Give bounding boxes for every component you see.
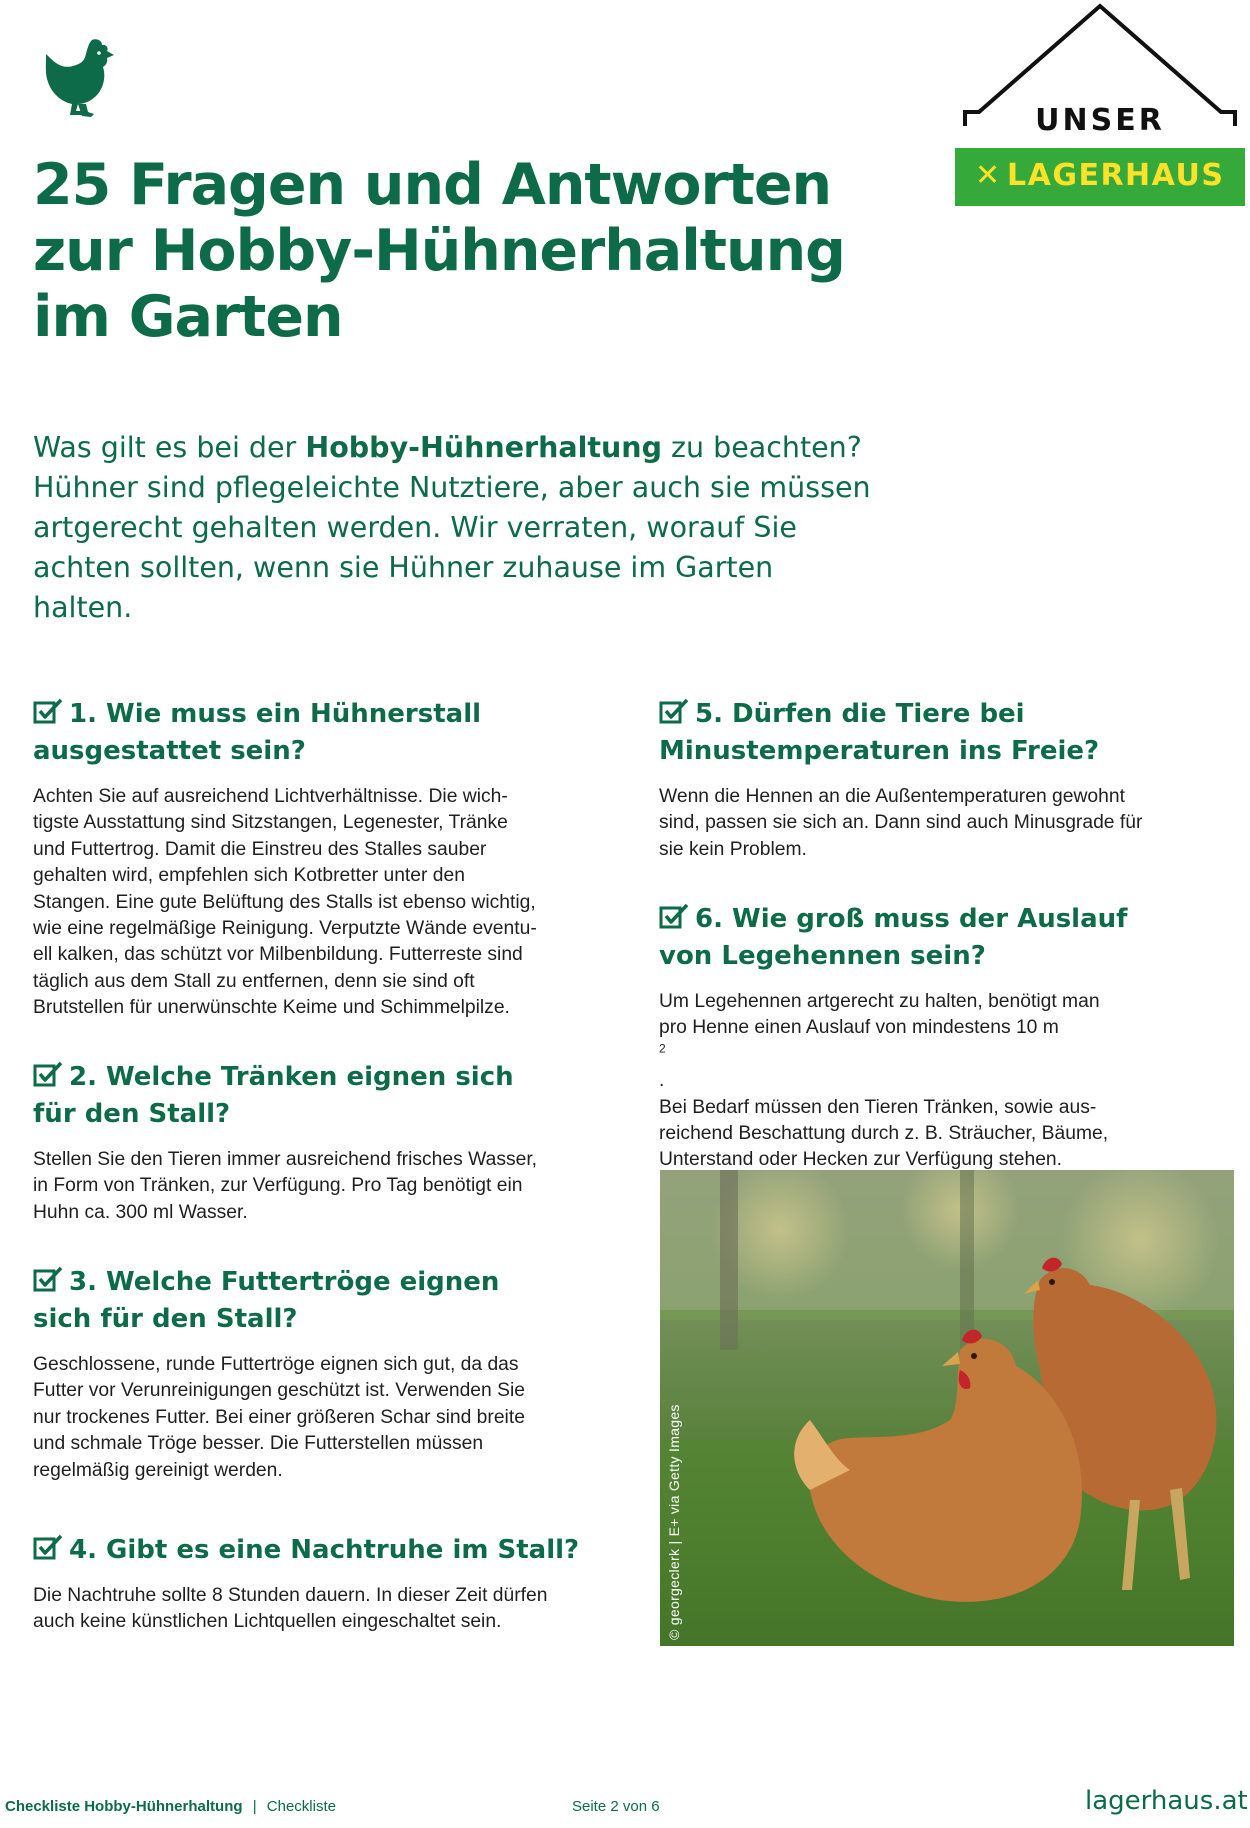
page-number: Seite 2 von 6 [572, 1798, 660, 1815]
brand-logo [955, 0, 1245, 210]
question-1 [33, 696, 593, 1022]
checkbox-icon [33, 1266, 63, 1292]
intro-text: Was gilt es bei der [33, 431, 306, 464]
question-heading: 5. Dürfen die Tiere bei Minustemperaturen ins Freie? [659, 699, 1100, 766]
footer-title-bold: Checkliste Hobby-Hühnerhaltung [5, 1798, 243, 1815]
question-heading: 3. Welche Futtertröge eignen sich für den Stall? [33, 1267, 500, 1334]
question-4 [33, 1532, 613, 1636]
checkbox-icon [659, 903, 689, 929]
intro-bold: Hobby-Hühnerhaltung [305, 431, 662, 464]
answer-text: Geschlossene, runde Futtertröge eignen sich gut, da das Futter vor Verunreinigungen geschützt ist. Verwenden Sie nur trockenes Futter. Bei einer größeren Schar sind breite und schmale Tröge besser. Die Futterstellen müssen regelmäßig gereinigt werden. [33, 1354, 525, 1481]
question-heading: 6. Wie groß muss der Auslauf von Legehennen sein? [659, 904, 1128, 971]
checkbox-icon [659, 698, 689, 724]
answer-text: Um Legehennen artgerecht zu halten, benötigt man pro Henne einen Auslauf von mindestens 10 m $^2$ . Bei Bedarf müssen den Tieren Tränken, sowie aus- reichend Beschattung durch z. B. Sträucher, Bäume, Unterstand oder Hecken zur Verfügung stehen. [659, 991, 1109, 1171]
page-title-line: im Garten [33, 284, 343, 350]
checkbox-icon [33, 698, 63, 724]
answer-text: Wenn die Hennen an die Außentemperaturen gewohnt sind, passen sie sich an. Dann sind auch Minusgrade für sie kein Problem. [659, 786, 1143, 860]
page-title-line: 25 Fragen und Antworten [33, 152, 832, 218]
page-title-line: zur Hobby-Hühnerhaltung [33, 218, 845, 284]
answer-text: Achten Sie auf ausreichend Lichtverhältnisse. Die wich- tigste Ausstattung sind Sitzstangen, Legenester, Tränke und Futtertrog. Damit die Einstreu des Stalles sauber gehalten wird, empfehlen sich Kotbretter unter den Stangen. Eine gute Belüftung des Stalls ist ebenso wichtig, wie eine regelmäßige Reinigung. Verputzte Wände eventu- ell kalken, das schützt vor Milbenbildung. Futterreste sind täglich aus dem Stall zu entfernen, denn sie sind oft Brutstellen für unerwünschte Keime und Schimmelpilze. [33, 786, 537, 1019]
page-title [33, 152, 853, 350]
footer-title-rest: Checkliste [266, 1798, 336, 1815]
website-link[interactable]: lagerhaus.at [1085, 1786, 1248, 1816]
brand-line1: UNSER [1035, 103, 1165, 138]
question-heading: 4. Gibt es eine Nachtruhe im Stall? [33, 1532, 613, 1569]
brand-x-icon: ✕ [975, 158, 1001, 193]
question-heading: 2. Welche Tränken eignen sich für den Stall? [33, 1062, 514, 1129]
answer-text: Stellen Sie den Tieren immer ausreichend frisches Wasser, in Form von Tränken, zur Verfügung. Pro Tag benötigt ein Huhn ca. 300 ml Wasser. [33, 1149, 538, 1223]
checkbox-icon [33, 1534, 63, 1560]
intro-paragraph [33, 428, 873, 628]
chicken-logo-icon [36, 36, 126, 126]
question-3 [33, 1264, 593, 1484]
question-heading: 1. Wie muss ein Hühnerstall ausgestattet sein? [33, 699, 482, 766]
footer-separator: | [252, 1798, 257, 1815]
footer-document-title [5, 1798, 336, 1815]
intro-text: zu beachten? Hühner sind pflegeleichte Nutztiere, aber auch sie müssen artgerecht gehalten werden. Wir verraten, worauf Sie achten sollten, wenn sie Hühner zuhause im Garten halten. [33, 431, 871, 624]
question-6 [659, 901, 1239, 1174]
photo-credit: © georgeclerk | E+ via Getty Images [666, 1404, 682, 1640]
brand-line2: LAGERHAUS [1007, 158, 1225, 193]
answer-text: Die Nachtruhe sollte 8 Stunden dauern. In dieser Zeit dürfen auch keine künstlichen Lichtquellen eingeschaltet sein. [33, 1585, 548, 1633]
question-2 [33, 1059, 593, 1226]
superscript: 2 [659, 1041, 666, 1056]
question-5 [659, 696, 1239, 863]
chickens-photo [660, 1170, 1234, 1646]
checkbox-icon [33, 1061, 63, 1087]
